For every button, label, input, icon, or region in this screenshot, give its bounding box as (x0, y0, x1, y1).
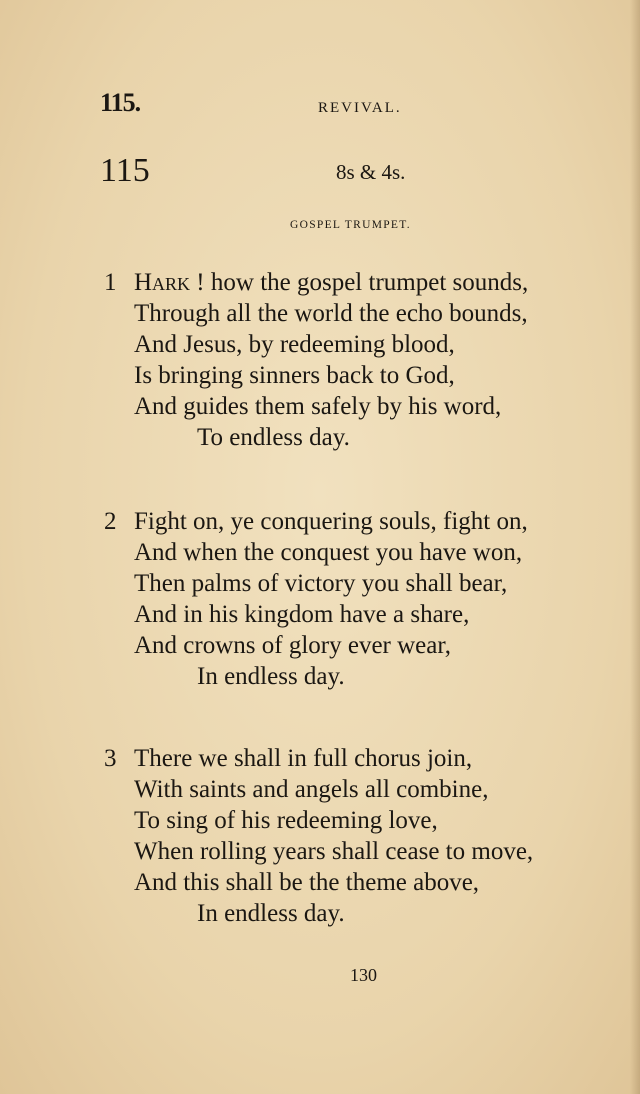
stanza-line: Is bringing sinners back to God, (134, 362, 455, 389)
stanza-number: 3 (104, 745, 117, 772)
tune-title: GOSPEL TRUMPET. (290, 219, 411, 231)
stanza-refrain-line: To endless day. (197, 424, 350, 451)
line-text: how the gospel trumpet sounds, (210, 269, 529, 296)
stanza-line: Through all the world the echo bounds, (134, 300, 528, 327)
stanza-line: And guides them safely by his word, (134, 393, 502, 420)
stanza-line (134, 267, 528, 298)
first-word: Hark ! (134, 269, 205, 296)
stanza-line: And in his kingdom have a share, (134, 601, 470, 628)
running-page-number: 115. (100, 88, 141, 117)
stanza-refrain-line: In endless day. (197, 663, 345, 690)
hymn-meter: 8s & 4s. (336, 160, 406, 184)
stanza-line: There we shall in full chorus join, (134, 745, 473, 772)
stanza-line: Then palms of victory you shall bear, (134, 570, 508, 597)
stanza-line: With saints and angels all combine, (134, 776, 489, 803)
stanza-line: And crowns of glory ever wear, (134, 632, 451, 659)
stanza-line: When rolling years shall cease to move, (134, 838, 534, 865)
folio-number: 130 (350, 965, 377, 985)
stanza-line: To sing of his redeeming love, (134, 807, 438, 834)
stanza-line: And when the conquest you have won, (134, 539, 523, 566)
stanza-refrain-line: In endless day. (197, 900, 345, 927)
hymn-number: 115 (100, 152, 150, 189)
stanza-line: Fight on, ye conquering souls, fight on, (134, 508, 528, 535)
stanza-line: And Jesus, by redeeming blood, (134, 331, 455, 358)
stanza-number: 1 (104, 269, 117, 296)
running-section-title: REVIVAL. (318, 100, 402, 116)
stanza-number: 2 (104, 508, 117, 535)
page-edge-shadow (630, 0, 640, 1094)
stanza-line: And this shall be the theme above, (134, 869, 480, 896)
